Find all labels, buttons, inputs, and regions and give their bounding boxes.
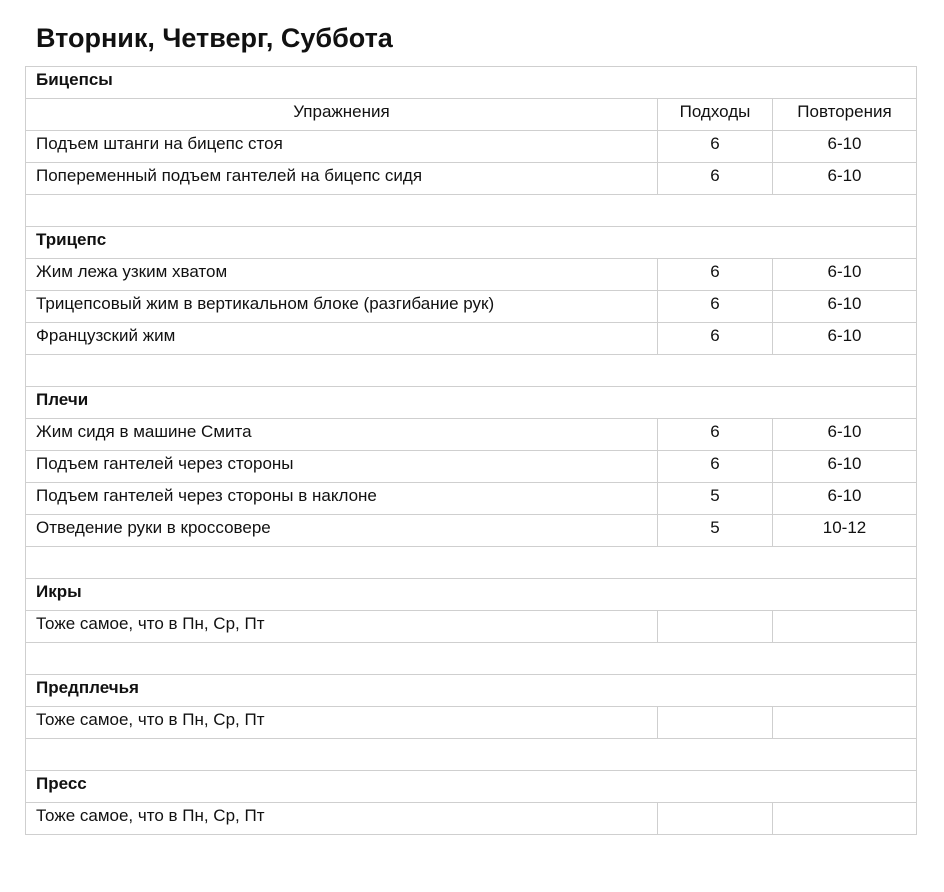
reps-value [773,707,917,739]
exercise-name: Жим лежа узким хватом [26,259,658,291]
exercise-name: Подъем штанги на бицепс стоя [26,131,658,163]
sets-value: 6 [658,259,773,291]
exercise-name: Подъем гантелей через стороны [26,451,658,483]
section-row [26,227,917,259]
sets-value [658,611,773,643]
reps-value [773,803,917,835]
sets-value: 6 [658,131,773,163]
exercise-name: Жим сидя в машине Смита [26,419,658,451]
header-exercise: Упражнения [26,99,658,131]
sets-value [658,707,773,739]
exercise-name: Тоже самое, что в Пн, Ср, Пт [26,611,658,643]
section-title: Бицепсы [26,67,917,99]
exercise-row [26,707,917,739]
spacer-row [26,643,917,675]
header-sets: Подходы [658,99,773,131]
exercise-name: Отведение руки в кроссовере [26,515,658,547]
section-row [26,387,917,419]
reps-value: 6-10 [773,291,917,323]
spacer-cell [26,195,917,227]
exercise-name: Трицепсовый жим в вертикальном блоке (разгибание рук) [26,291,658,323]
spacer-row [26,739,917,771]
exercise-row [26,451,917,483]
reps-value: 6-10 [773,131,917,163]
spacer-row [26,355,917,387]
reps-value: 6-10 [773,483,917,515]
sets-value: 6 [658,419,773,451]
exercise-name: Тоже самое, что в Пн, Ср, Пт [26,707,658,739]
reps-value: 6-10 [773,163,917,195]
page-title: Вторник, Четверг, Суббота [36,23,393,53]
spacer-cell [26,739,917,771]
section-title: Плечи [26,387,917,419]
reps-value [773,611,917,643]
section-title: Предплечья [26,675,917,707]
exercise-row [26,483,917,515]
section-row [26,579,917,611]
exercise-row [26,323,917,355]
section-title: Пресс [26,771,917,803]
sets-value: 6 [658,451,773,483]
header-reps: Повторения [773,99,917,131]
exercise-row [26,515,917,547]
exercise-name: Попеременный подъем гантелей на бицепс сидя [26,163,658,195]
exercise-row [26,419,917,451]
exercise-row [26,291,917,323]
spacer-cell [26,355,917,387]
reps-value: 6-10 [773,419,917,451]
reps-value: 10-12 [773,515,917,547]
sets-value: 6 [658,163,773,195]
sets-value [658,803,773,835]
section-row [26,67,917,99]
spacer-cell [26,547,917,579]
spacer-row [26,547,917,579]
sets-value: 6 [658,291,773,323]
exercise-name: Тоже самое, что в Пн, Ср, Пт [26,803,658,835]
section-row [26,675,917,707]
sets-value: 5 [658,515,773,547]
exercise-row [26,611,917,643]
column-header-row [26,99,917,131]
reps-value: 6-10 [773,259,917,291]
exercise-name: Подъем гантелей через стороны в наклоне [26,483,658,515]
workout-table [25,66,917,835]
exercise-row [26,803,917,835]
spacer-row [26,195,917,227]
spacer-cell [26,643,917,675]
exercise-row [26,259,917,291]
sets-value: 6 [658,323,773,355]
reps-value: 6-10 [773,323,917,355]
section-title: Трицепс [26,227,917,259]
section-title: Икры [26,579,917,611]
exercise-name: Французский жим [26,323,658,355]
exercise-row [26,163,917,195]
section-row [26,771,917,803]
workout-table-body [26,67,917,835]
sets-value: 5 [658,483,773,515]
exercise-row [26,131,917,163]
reps-value: 6-10 [773,451,917,483]
